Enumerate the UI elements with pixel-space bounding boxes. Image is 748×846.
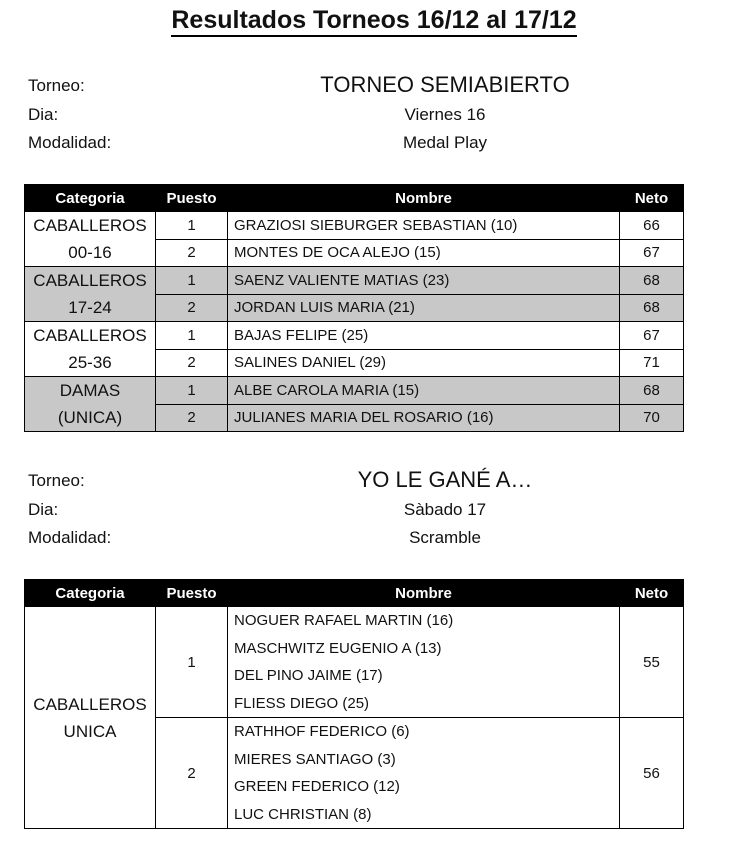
category-range: 00-16 [68,243,112,262]
category-cell [25,212,156,267]
category-cell [25,607,156,829]
net-score-cell: 68 [620,377,684,405]
player-name: DEL PINO JAIME (17) [234,667,383,684]
player-name-cell: JULIANES MARIA DEL ROSARIO (16) [228,404,620,432]
player-name-cell: SAENZ VALIENTE MATIAS (23) [228,267,620,295]
header-puesto: Puesto [156,580,228,607]
player-name-cell: GRAZIOSI SIEBURGER SEBASTIAN (10) [228,212,620,240]
player-name: MASCHWITZ EUGENIO A (13) [234,639,442,657]
net-score-cell: 67 [620,322,684,350]
dia-label: Dia: [28,500,59,519]
torneo-label: Torneo: [28,471,85,490]
position-cell: 2 [156,718,228,829]
table-header-row [25,580,684,607]
header-neto: Neto [620,580,684,607]
net-score-cell: 67 [620,239,684,267]
tournament1-day: Viernes 16 [404,105,486,124]
net-score-cell: 56 [620,718,684,829]
category-name: DAMAS [59,381,121,400]
category-name: CABALLEROS [33,694,147,714]
category-range: (UNICA) [57,408,123,427]
position-cell: 2 [156,294,228,322]
position-cell: 2 [156,404,228,432]
net-score-cell: 70 [620,404,684,432]
tournament2-day: Sàbado 17 [403,500,487,519]
player-name-cell: MONTES DE OCA ALEJO (15) [228,239,620,267]
category-cell [25,377,156,432]
category-range: UNICA [63,721,117,741]
player-name-cell: JORDAN LUIS MARIA (21) [228,294,620,322]
player-name-cell: ALBE CAROLA MARIA (15) [228,377,620,405]
category-cell [25,267,156,322]
table-row [25,212,684,240]
player-name: RATHHOF FEDERICO (6) [234,723,410,740]
modalidad-label: Modalidad: [28,133,112,152]
net-score-cell: 55 [620,607,684,718]
modalidad-label: Modalidad: [28,528,112,547]
header-nombre: Nombre [228,185,620,212]
tournament2-results-table [24,579,684,829]
player-name-cell: BAJAS FELIPE (25) [228,322,620,350]
category-cell [25,322,156,377]
position-cell: 1 [156,267,228,295]
tournament1-results-table [24,184,684,432]
table-row [25,267,684,295]
position-cell: 1 [156,322,228,350]
tournament1-name: TORNEO SEMIABIERTO [320,72,570,97]
player-name-cell: SALINES DANIEL (29) [228,349,620,377]
category-name: CABALLEROS [33,326,147,345]
team-players-cell [228,607,620,718]
position-cell: 2 [156,349,228,377]
table-header-row [25,185,684,212]
header-categoria: Categoria [25,185,156,212]
category-range: 17-24 [68,298,112,317]
player-name: GREEN FEDERICO (12) [234,778,400,795]
header-nombre: Nombre [228,580,620,607]
team-players-cell [228,718,620,829]
category-range: 25-36 [68,353,112,372]
header-neto: Neto [620,185,684,212]
player-name: MIERES SANTIAGO (3) [234,750,396,768]
position-cell: 1 [156,607,228,718]
header-puesto: Puesto [156,185,228,212]
table-row [25,322,684,350]
category-name: CABALLEROS [33,216,147,235]
tournament2-mode: Scramble [409,528,481,547]
player-name: FLIESS DIEGO (25) [234,694,370,712]
page-title: Resultados Torneos 16/12 al 17/12 [0,6,748,35]
net-score-cell: 71 [620,349,684,377]
tournament2-name: YO LE GANÉ A… [357,467,533,492]
position-cell: 1 [156,377,228,405]
table-row [25,607,684,718]
header-categoria: Categoria [25,580,156,607]
net-score-cell: 68 [620,294,684,322]
category-name: CABALLEROS [33,271,147,290]
dia-label: Dia: [28,105,59,124]
table-row [25,377,684,405]
player-name: NOGUER RAFAEL MARTIN (16) [234,612,454,629]
net-score-cell: 68 [620,267,684,295]
torneo-label: Torneo: [28,76,85,95]
net-score-cell: 66 [620,212,684,240]
position-cell: 2 [156,239,228,267]
player-name: LUC CHRISTIAN (8) [234,805,372,823]
position-cell: 1 [156,212,228,240]
tournament1-mode: Medal Play [402,133,488,152]
